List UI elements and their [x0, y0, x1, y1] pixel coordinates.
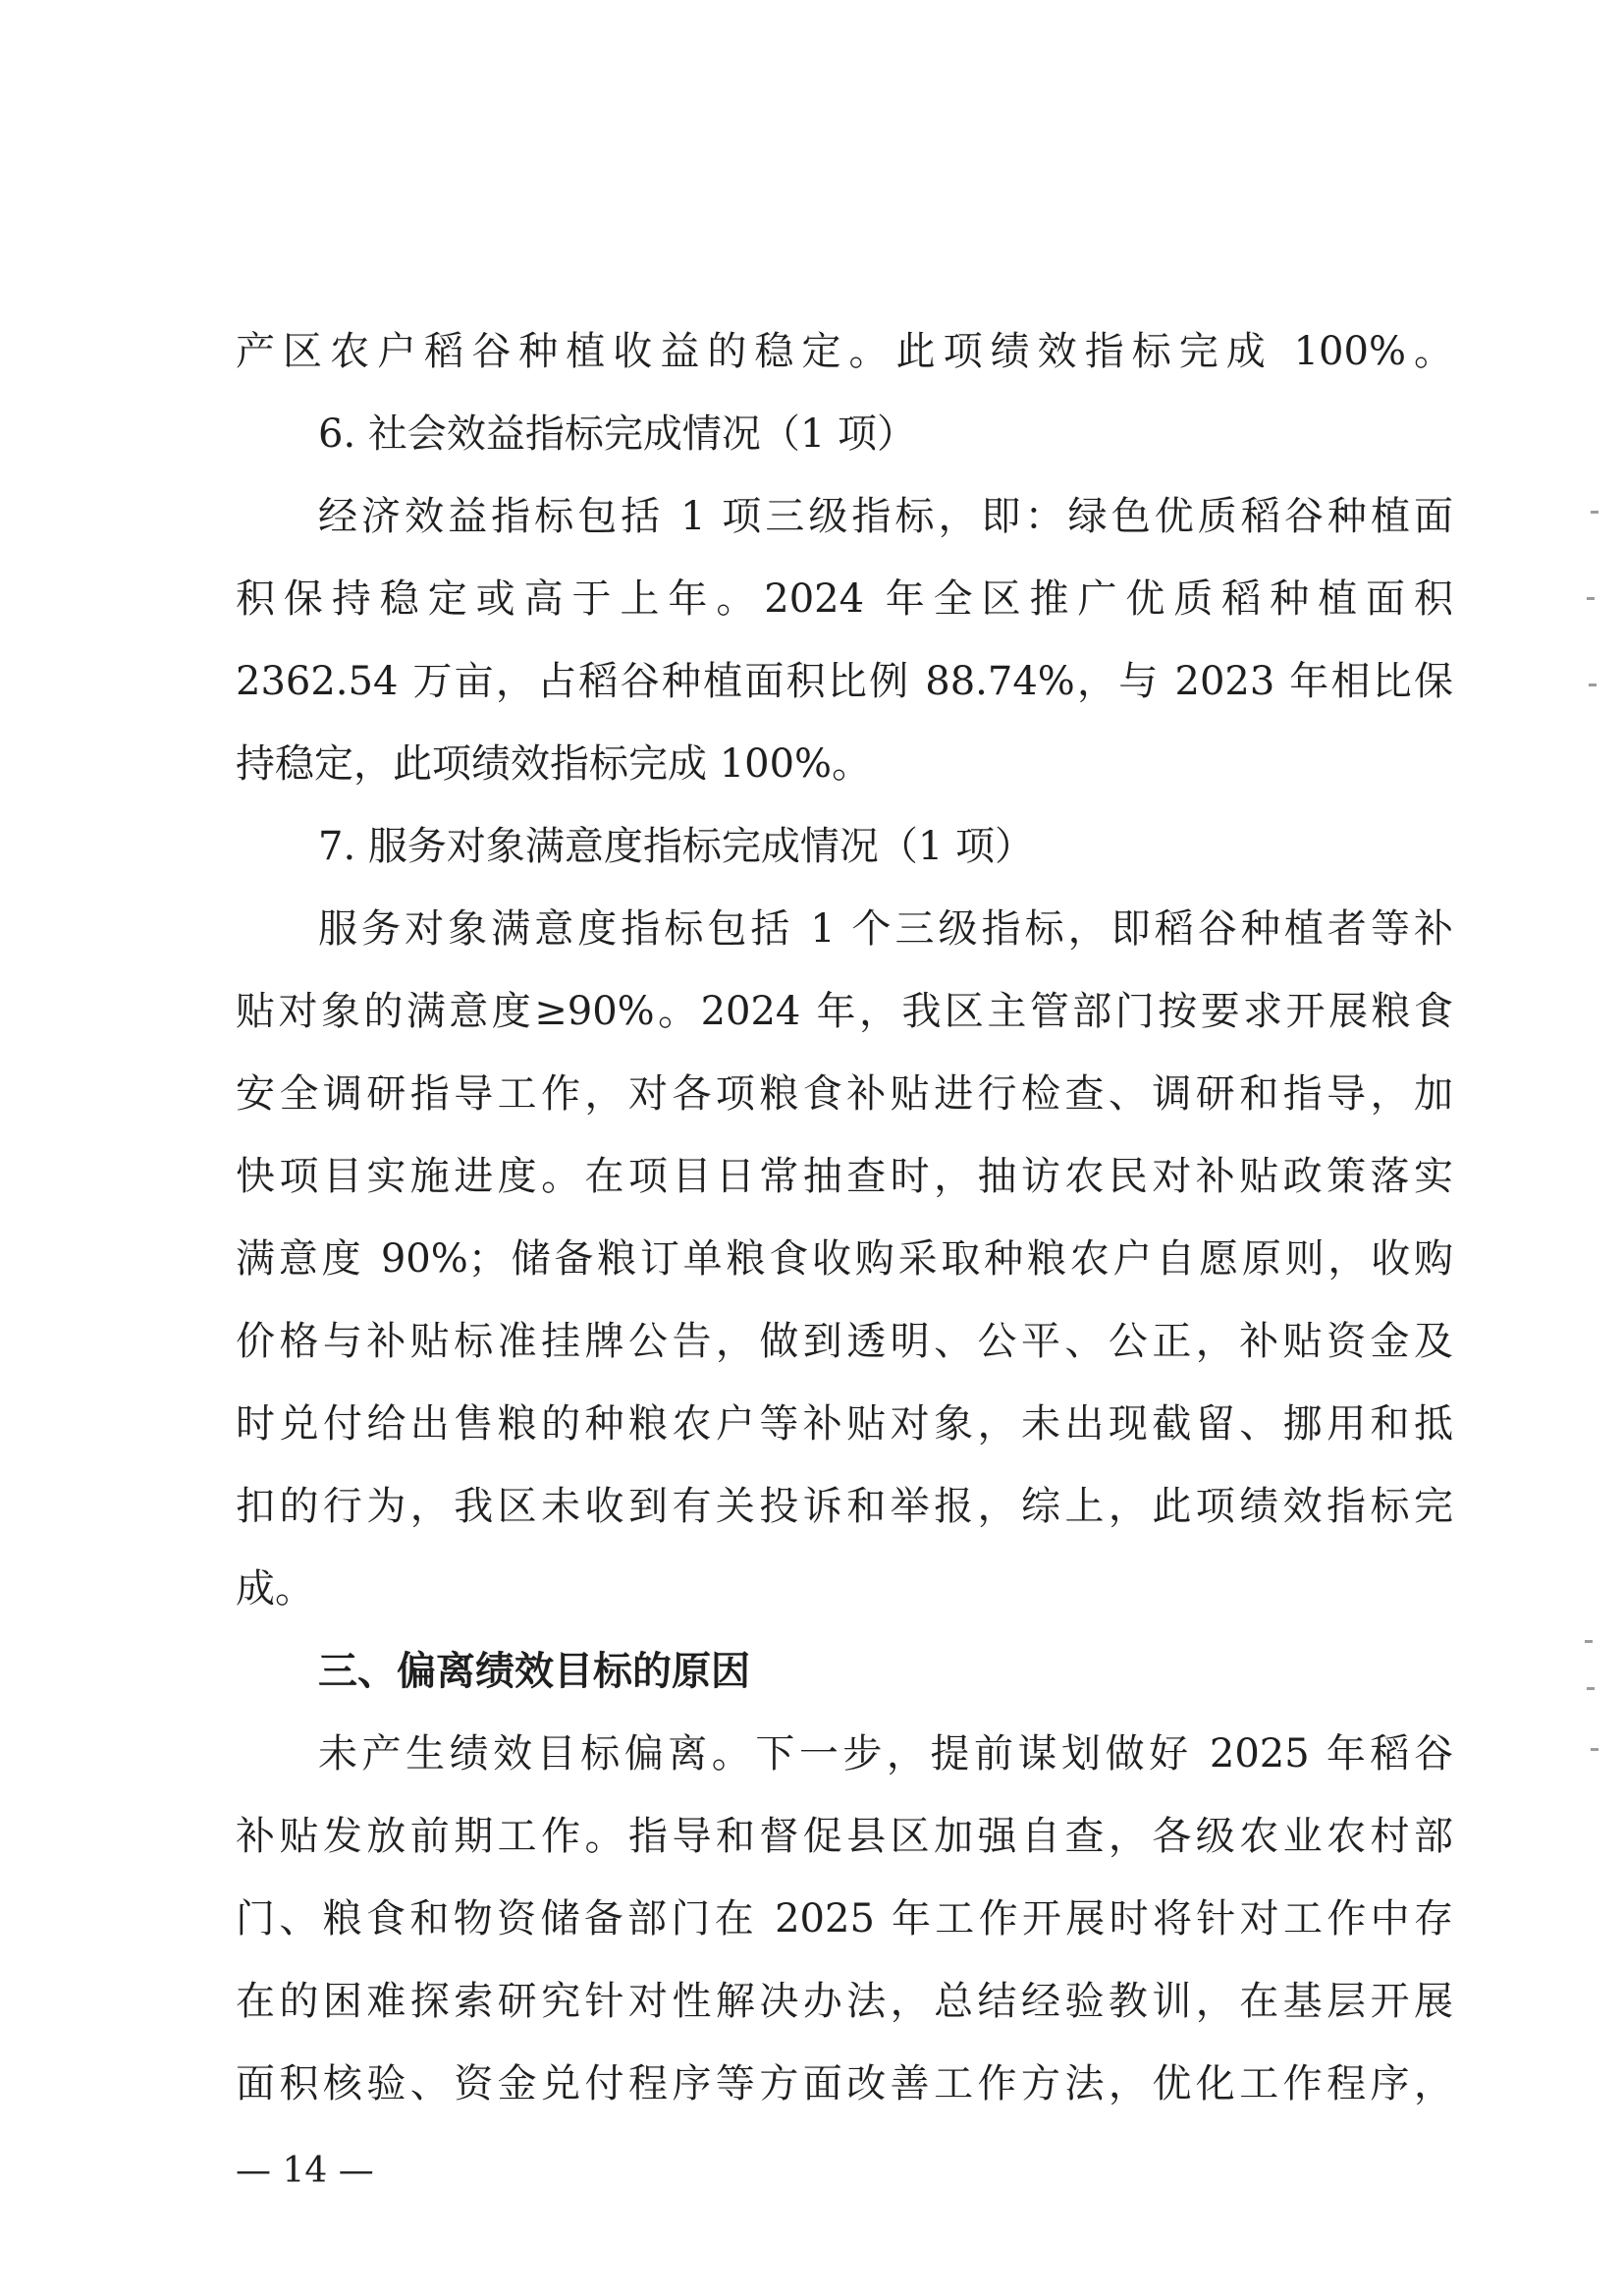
- paragraph-line: 成。: [236, 1566, 314, 1612]
- section-heading-satisfaction: 7. 服务对象满意度指标完成情况（1 项）: [318, 824, 1035, 869]
- page-number: — 14 —: [236, 2151, 374, 2191]
- scan-speck: [1585, 1640, 1593, 1643]
- paragraph-line: 满意度 90%；储备粮订单粮食收购采取种粮农户自愿原则，收购: [236, 1236, 1453, 1282]
- paragraph-line: 补贴发放前期工作。指导和督促县区加强自查，各级农业农村部: [236, 1814, 1453, 1859]
- paragraph-line: 扣的行为，我区未收到有关投诉和举报，综上，此项绩效指标完: [236, 1484, 1453, 1529]
- paragraph-line: 安全调研指导工作，对各项粮食补贴进行检查、调研和指导，加: [236, 1071, 1453, 1117]
- paragraph-line: 价格与补贴标准挂牌公告，做到透明、公平、公正，补贴资金及: [236, 1319, 1453, 1364]
- paragraph-line: 未产生绩效目标偏离。下一步，提前谋划做好 2025 年稻谷: [318, 1731, 1453, 1777]
- chapter-heading: 三、偏离绩效目标的原因: [318, 1649, 750, 1694]
- paragraph-line: 产区农户稻谷种植收益的稳定。此项绩效指标完成 100%。: [236, 329, 1453, 374]
- paragraph-line: 积保持稳定或高于上年。2024 年全区推广优质稻种植面积: [236, 576, 1453, 622]
- scan-speck: [1591, 511, 1598, 514]
- scan-speck: [1589, 683, 1597, 686]
- paragraph-line: 快项目实施进度。在项目日常抽查时，抽访农民对补贴政策落实: [236, 1154, 1453, 1199]
- paragraph-line: 经济效益指标包括 1 项三级指标，即：绿色优质稻谷种植面: [318, 494, 1453, 539]
- scan-speck: [1591, 1748, 1598, 1751]
- paragraph-line: 门、粮食和物资储备部门在 2025 年工作开展时将针对工作中存: [236, 1896, 1453, 1941]
- scan-speck: [1587, 1687, 1595, 1690]
- scan-speck: [1587, 597, 1595, 600]
- paragraph-line: 服务对象满意度指标包括 1 个三级指标，即稻谷种植者等补: [318, 906, 1453, 952]
- paragraph-line: 时兑付给出售粮的种粮农户等补贴对象，未出现截留、挪用和抵: [236, 1401, 1453, 1447]
- paragraph-line: 贴对象的满意度≥90%。2024 年，我区主管部门按要求开展粮食: [236, 989, 1453, 1034]
- paragraph-line: 持稳定，此项绩效指标完成 100%。: [236, 741, 872, 787]
- paragraph-line: 面积核验、资金兑付程序等方面改善工作方法，优化工作程序，: [236, 2061, 1453, 2106]
- section-heading-social-benefit: 6. 社会效益指标完成情况（1 项）: [318, 411, 917, 457]
- paragraph-line: 2362.54 万亩，占稻谷种植面积比例 88.74%，与 2023 年相比保: [236, 659, 1453, 704]
- paragraph-line: 在的困难探索研究针对性解决办法，总结经验教训，在基层开展: [236, 1979, 1453, 2024]
